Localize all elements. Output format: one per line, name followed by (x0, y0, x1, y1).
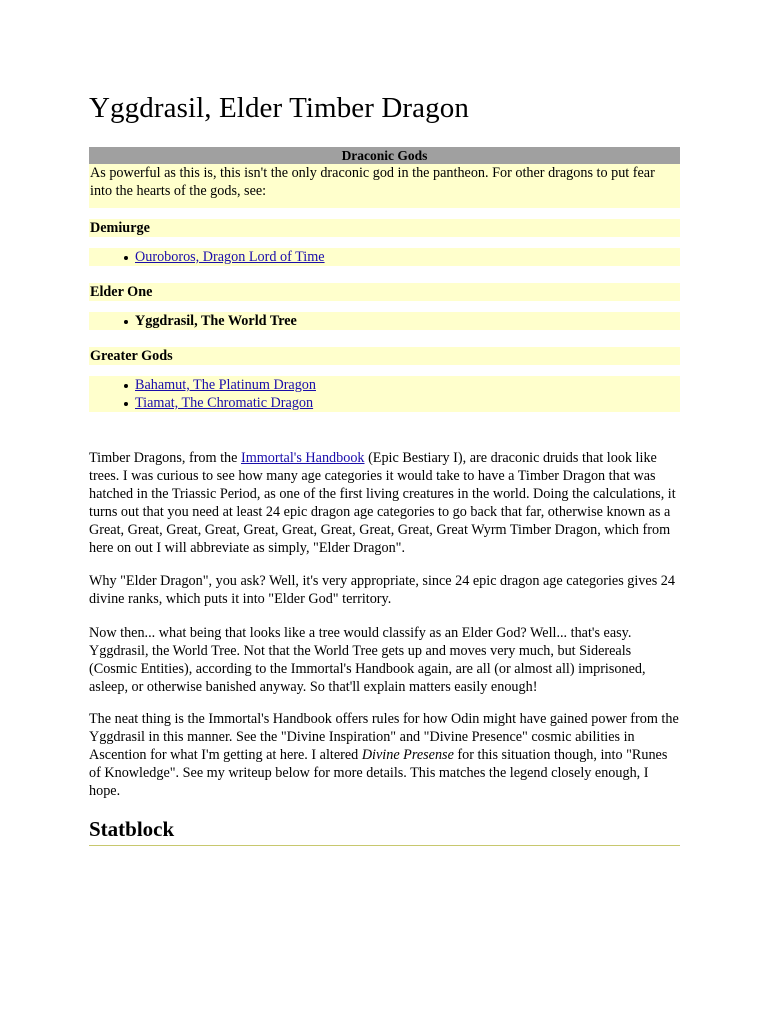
paragraph-elder-god: Now then... what being that looks like a tree would classify as an Elder God? Well... that's easy. Yggdrasil, the World Tree. Not that the World Tree gets up and moves very much, but Sidereals (Cosmic Entities), according to the Immortal's Handbook again, are all (or almost all) imprisoned, asleep, or otherwise banished anyway. So that'll explain matters easily enough! (89, 625, 646, 695)
list-item (135, 376, 680, 394)
category-elder-one-list (89, 312, 680, 330)
list-item (135, 394, 680, 412)
paragraph-odin: The neat thing is the Immortal's Handbook offers rules for how Odin might have gained power from the Yggdrasil in this manner. See the "Divine Inspiration" and "Divine Presence" cosmic abilities in Ascention for what I'm getting at here. I altered Divine Presense for this situation though, into "Runes of Knowledge". See my writeup below for more details. This matches the legend closely enough, I hope. (89, 711, 679, 799)
category-greater-gods-list (89, 376, 680, 412)
category-demiurge-list (89, 248, 680, 266)
paragraph-timber-dragons: Timber Dragons, from the Immortal's Handbook (Epic Bestiary I), are draconic druids that look like trees. I was curious to see how many age categories it would take to have a Timber Dragon that was hatched in the Triassic Period, as one of the first living creatures in the world. Doing the calculations, it turns out that you need at least 24 epic dragon age categories to go back that far, otherwise known as a Great, Great, Great, Great, Great, Great, Great, Great, Great, Great Wyrm Timber Dragon, which from here on out I will abbreviate as simply, "Elder Dragon". (89, 450, 676, 556)
immortals-handbook-link[interactable]: Immortal's Handbook (240, 450, 365, 466)
statblock-heading: Statblock (89, 817, 680, 846)
list-item (135, 248, 680, 266)
page-title: Yggdrasil, Elder Timber Dragon (89, 92, 469, 124)
draconic-gods-intro: As powerful as this is, this isn't the only draconic god in the pantheon. For other dragons to put fear into the hearts of the gods, see: (89, 164, 680, 208)
tiamat-link[interactable]: Tiamat, The Chromatic Dragon (135, 395, 314, 411)
draconic-gods-header: Draconic Gods (89, 147, 680, 164)
ouroboros-link[interactable]: Ouroboros, Dragon Lord of Time (135, 249, 325, 265)
paragraph-elder-dragon: Why "Elder Dragon", you ask? Well, it's very appropriate, since 24 epic dragon age categories gives 24 divine ranks, which puts it into "Elder God" territory. (89, 573, 675, 607)
category-greater-gods: Greater Gods (89, 347, 680, 365)
category-demiurge: Demiurge (89, 219, 680, 237)
category-elder-one: Elder One (89, 283, 680, 301)
list-item (135, 312, 680, 330)
bahamut-link[interactable]: Bahamut, The Platinum Dragon (135, 377, 316, 393)
yggdrasil-item: Yggdrasil, The World Tree (135, 313, 297, 329)
draconic-gods-box (89, 147, 680, 412)
